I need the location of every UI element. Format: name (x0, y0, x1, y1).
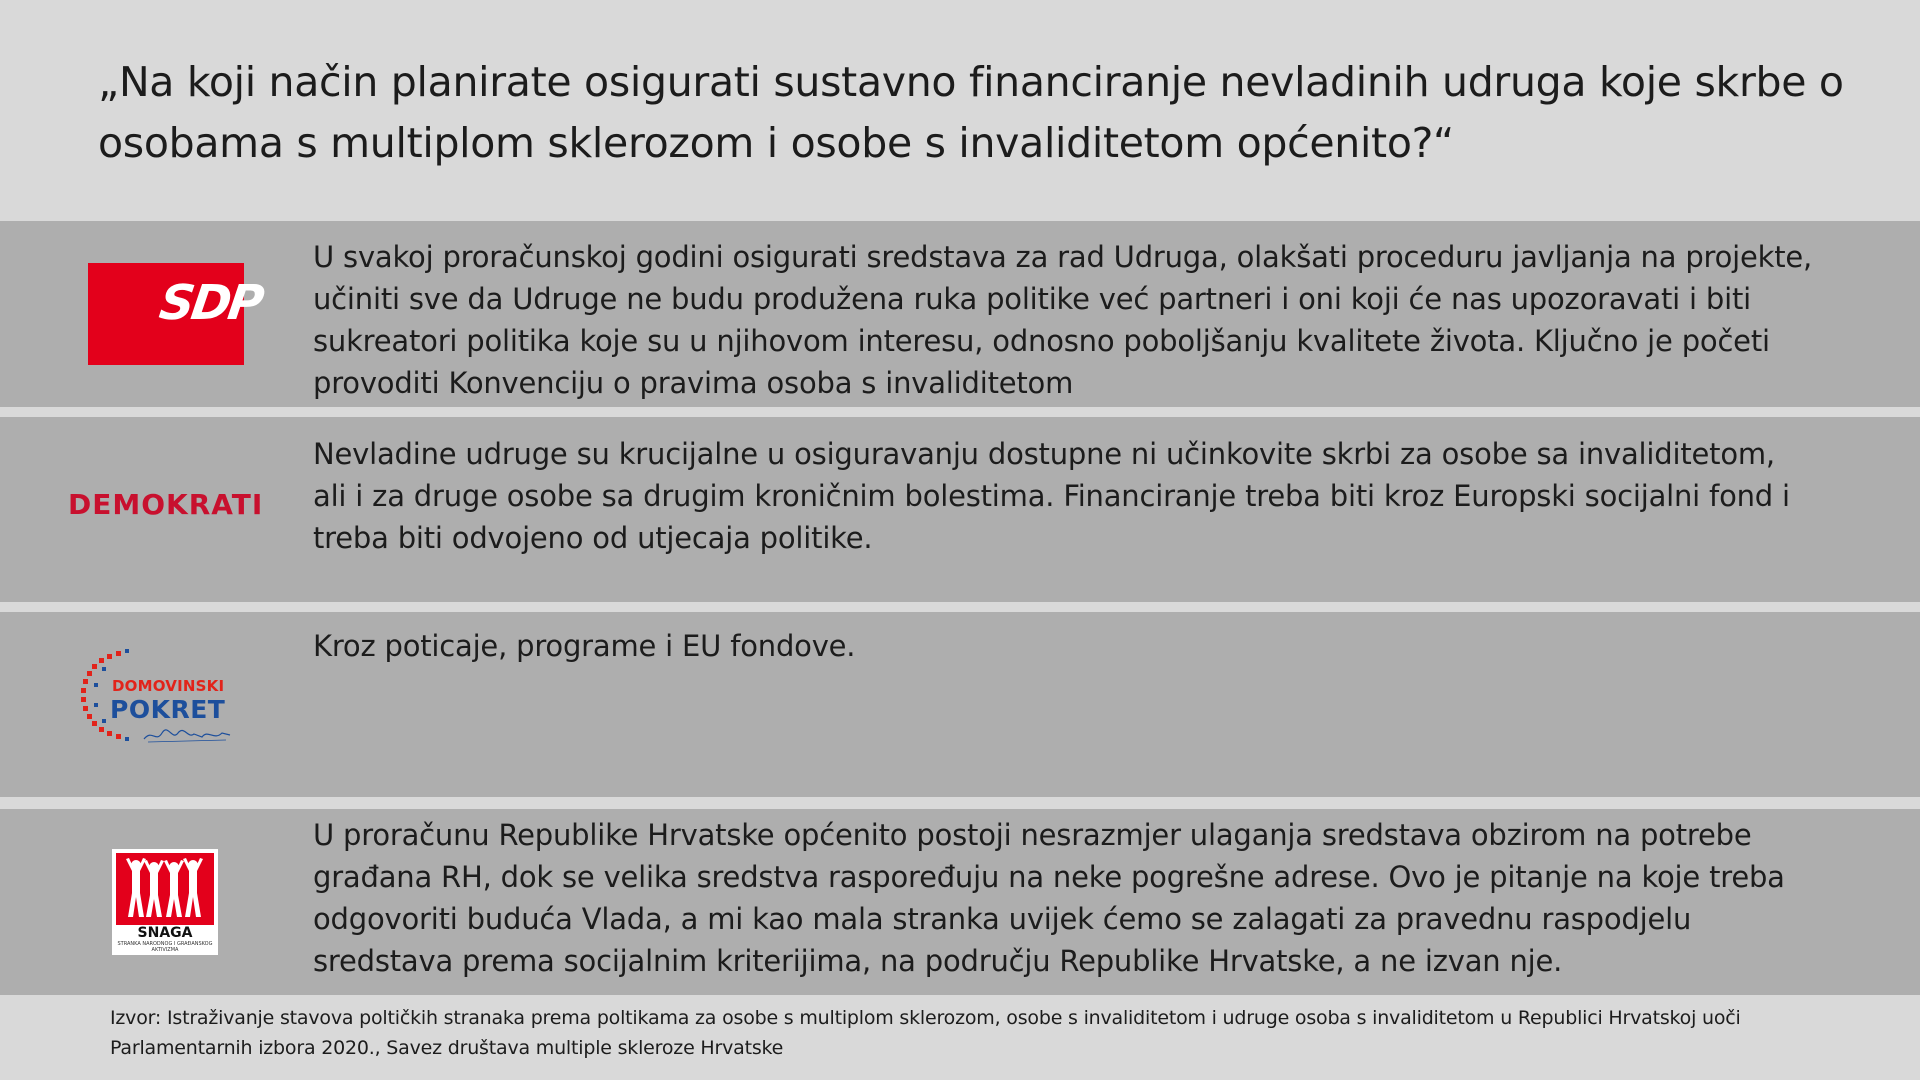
snaga-logo-subtext: STRANKA NARODNOG I GRAĐANSKOG AKTIVIZMA (117, 941, 213, 953)
source-note: Izvor: Istraživanje stavova poltičkih stranaka prema poltikama za osobe s multiplom sklerozom, osobe s invaliditetom i udruge osoba s invaliditetom u Republici Hrvatskoj uoči Parlamentarnih izbora 2020., Savez društava multiple skleroze Hrvatske (110, 1007, 1741, 1059)
sdp-logo (88, 263, 265, 365)
logo-cell (0, 809, 310, 995)
page-title: „Na koji način planirate osigurati sustavno financiranje nevladinih udruga koje skrbe o osobama s multiplom sklerozom i osobe s invaliditetom općenito?“ (98, 58, 1844, 167)
party-row-snaga (0, 809, 1920, 995)
sdp-logo-text: SDP (156, 275, 265, 331)
domovinski-logo-text: DOMOVINSKI (112, 677, 225, 695)
party-row-demokrati (0, 417, 1920, 602)
snaga-logo-text: SNAGA (137, 925, 193, 941)
party-answer-snaga: U proračunu Republike Hrvatske općenito postoji nesrazmjer ulaganja sredstava obzirom na potrebe građana RH, dok se velika sredstva raspoređuju na neke pogrešne adrese. Ovo je pitanje na koje treba odgovoriti buduća Vlada, a mi kao mala stranka uvijek ćemo se zalagati za pravednu raspodjelu sredstava prema socijalnim kriterijima, na području Republike Hrvatske, a ne izvan nje. (313, 818, 1785, 978)
pokret-logo-text: POKRET (110, 695, 226, 724)
party-answer-sdp: U svakoj proračunskoj godini osigurati sredstava za rad Udruga, olakšati proceduru javljanja na projekte, učiniti sve da Udruge ne budu produžena ruka politike već partneri i oni koji će nas upozoravati i biti sukreatori politika koje su u njihovom interesu, odnosno poboljšanju kvalitete života. Ključno je početi provoditi Konvenciju o pravima osoba s invaliditetom (313, 240, 1813, 400)
party-answer-demokrati: Nevladine udruge su krucijalne u osiguravanju dostupne ni učinkovite skrbi za osobe sa invaliditetom, ali i za druge osobe sa drugim kroničnim bolestima. Financiranje treba biti kroz Europski socijalni fond i treba biti odvojeno od utjecaja politike. (313, 437, 1790, 555)
party-row-domovinski-pokret (0, 612, 1920, 797)
snaga-logo-mark (116, 853, 214, 925)
logo-cell (0, 612, 310, 797)
party-answer-domovinski-pokret: Kroz poticaje, programe i EU fondove. (313, 629, 856, 663)
demokrati-logo: DEMOKRATI (68, 488, 264, 521)
people-icon (116, 853, 214, 925)
snaga-logo (112, 849, 218, 955)
domovinski-pokret-logo (76, 647, 246, 747)
logo-cell (0, 221, 310, 407)
signature-icon (142, 725, 232, 745)
party-row-sdp (0, 221, 1920, 407)
logo-cell (0, 417, 310, 602)
